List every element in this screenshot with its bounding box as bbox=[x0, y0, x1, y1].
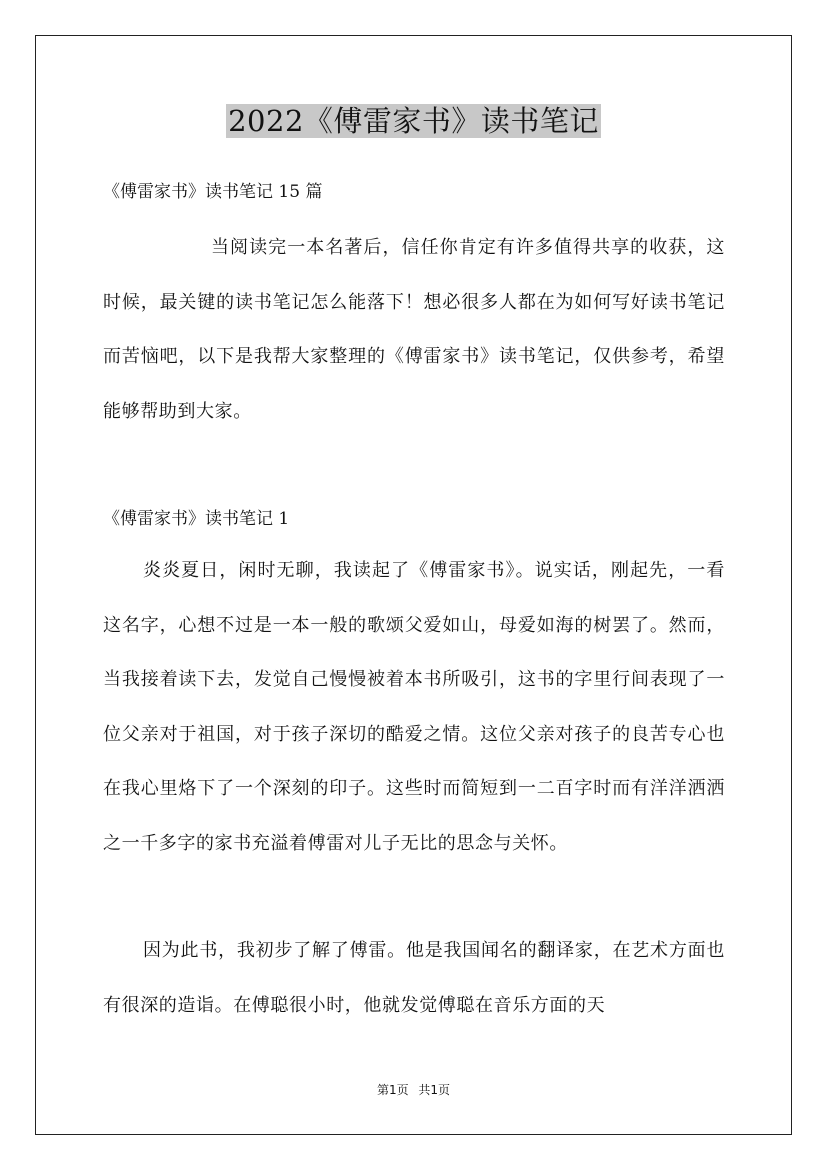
intro-paragraph: 当阅读完一本名著后，信任你肯定有许多值得共享的收获，这时候，最关键的读书笔记怎么能落下！想必很多人都在为如何写好读书笔记而苦恼吧，以下是我帮大家整理的《傅雷家书》读书笔记，仅供参考，希望能够帮助到大家。 bbox=[103, 237, 725, 422]
body-paragraph-1: 炎炎夏日，闲时无聊，我读起了《傅雷家书》。说实话，刚起先，一看这名字，心想不过是一本一般的歌颂父爱如山，母爱如海的树罢了。然而，当我接着读下去，发觉自己慢慢被着本书所吸引，这书的字里行间表现了一位父亲对于祖国，对于孩子深切的酷爱之情。这位父亲对孩子的良苦专心也在我心里烙下了一个深刻的印子。这些时而简短到一二百字时而有洋洋洒洒之一千多字的家书充溢着傅雷对儿子无比的思念与关怀。 bbox=[103, 560, 725, 854]
document-title-block bbox=[0, 101, 827, 141]
page-number-current: 第1页 bbox=[376, 1083, 409, 1097]
page-footer bbox=[0, 1082, 827, 1098]
section-heading: 《傅雷家书》读书笔记 1 bbox=[103, 509, 290, 529]
page-number-total: 共1页 bbox=[418, 1083, 451, 1097]
body-paragraph-2: 因为此书，我初步了解了傅雷。他是我国闻名的翻译家，在艺术方面也有很深的造诣。在傅聪很小时，他就发觉傅聪在音乐方面的天 bbox=[103, 940, 725, 1016]
document-title: 2022《傅雷家书》读书笔记 bbox=[228, 104, 599, 138]
document-subtitle: 《傅雷家书》读书笔记 15 篇 bbox=[103, 182, 323, 202]
